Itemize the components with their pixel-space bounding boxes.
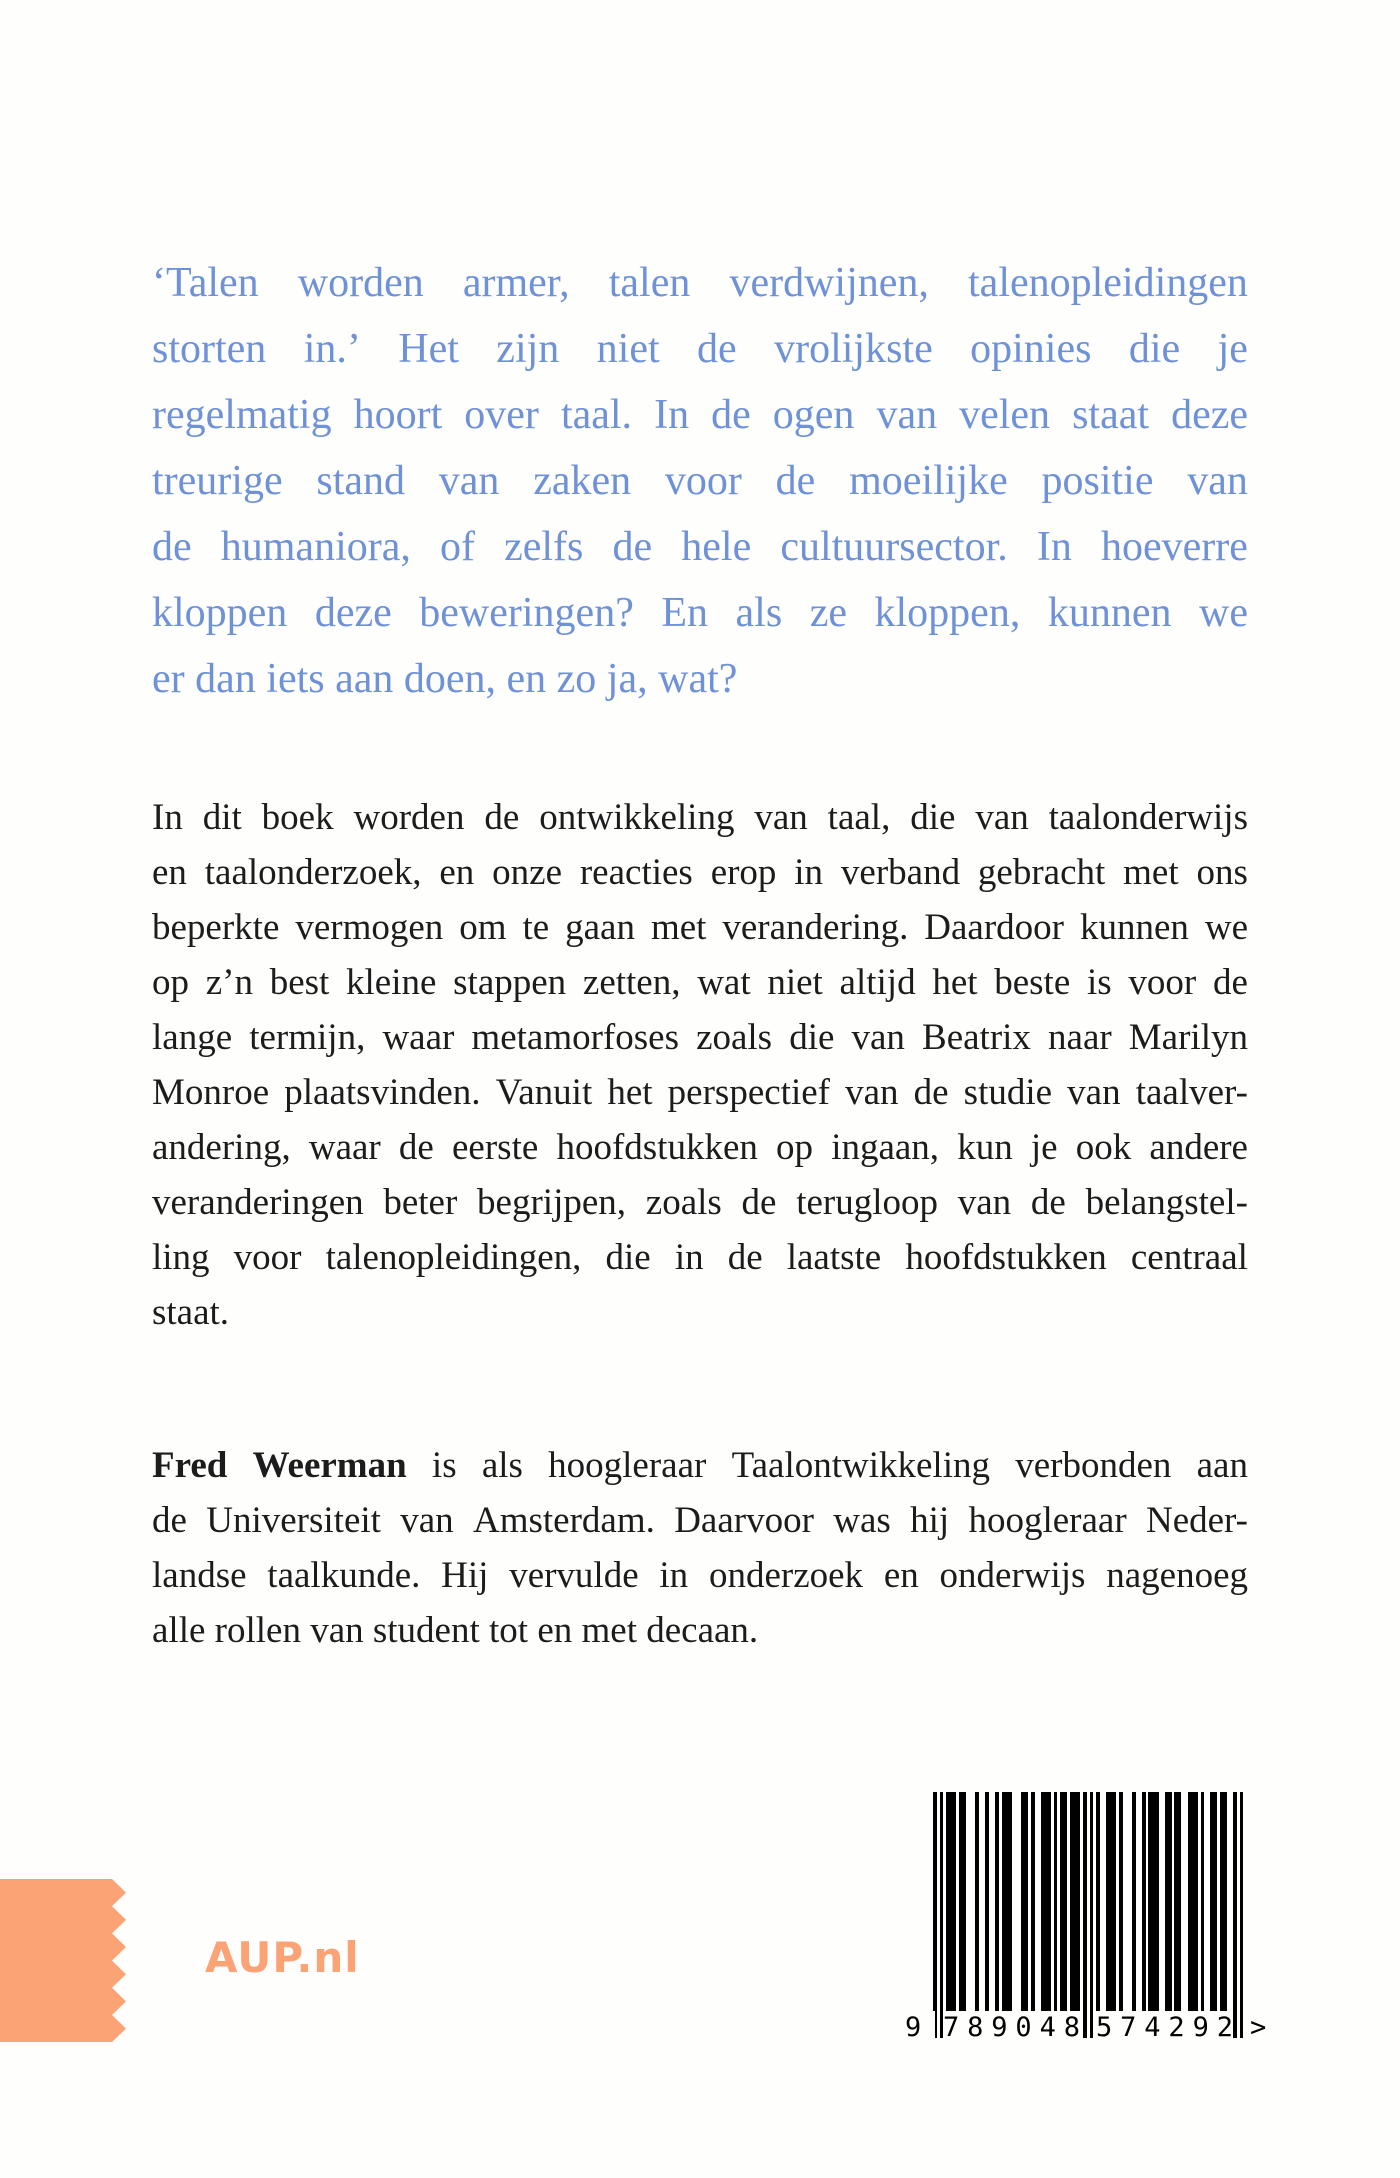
text-line: kloppen deze beweringen? En als ze kloppen, kunnen we <box>152 590 1248 636</box>
text-line: ling voor talenopleidingen, die in de laatste hoofdstukken centraal <box>152 1237 1248 1278</box>
orange-zigzag-ribbon <box>0 1879 126 2042</box>
text-line: de humaniora, of zelfs de hele cultuursector. In hoeverre <box>152 524 1248 570</box>
text-line: en taalonderzoek, en onze reacties erop in verband gebracht met ons <box>152 852 1248 893</box>
barcode-digits-group1: 7 8 9 0 4 8 <box>943 2012 1080 2043</box>
text-line: de Universiteit van Amsterdam. Daarvoor was hij hoogleraar Neder- <box>152 1500 1248 1541</box>
barcode-trailer-arrow: > <box>1250 2011 1273 2044</box>
text-line: lange termijn, waar metamorfoses zoals die van Beatrix naar Marilyn <box>152 1017 1248 1058</box>
text-line: treurige stand van zaken voor de moeilijke positie van <box>152 458 1248 504</box>
text-line: regelmatig hoort over taal. In de ogen van velen staat deze <box>152 392 1248 438</box>
text-line: veranderingen beter begrijpen, zoals de terugloop van de belangstel- <box>152 1182 1248 1223</box>
barcode-bars <box>933 1792 1243 2038</box>
description-paragraph <box>152 790 1248 1340</box>
barcode-lead-digit: 9 <box>905 2011 935 2044</box>
text-line: alle rollen van student tot en met decaan. <box>152 1610 759 1651</box>
text-line: beperkte vermogen om te gaan met verandering. Daardoor kunnen we <box>152 907 1248 948</box>
text-line: andering, waar de eerste hoofdstukken op ingaan, kun je ook andere <box>152 1127 1248 1168</box>
quote-paragraph <box>152 250 1248 712</box>
publisher-logo-text: AUP.nl <box>205 1933 360 1982</box>
text-line: er dan iets aan doen, en zo ja, wat? <box>152 656 738 702</box>
text-line: op z’n best kleine stappen zetten, wat niet altijd het beste is voor de <box>152 962 1248 1003</box>
text-line: Monroe plaatsvinden. Vanuit het perspectief van de studie van taalver- <box>152 1072 1248 1113</box>
text-line: storten in.’ Het zijn niet de vrolijkste opinies die je <box>152 326 1248 372</box>
text-line: landse taalkunde. Hij vervulde in onderzoek en onderwijs nagenoeg <box>152 1555 1248 1596</box>
text-line: Fred Weerman is als hoogleraar Taalontwikkeling verbonden aan <box>152 1445 1248 1486</box>
author-bio-paragraph <box>152 1438 1248 1658</box>
ean-barcode <box>905 1792 1273 2046</box>
barcode-digits-group2: 5 7 4 2 9 2 <box>1096 2012 1233 2043</box>
text-line: In dit boek worden de ontwikkeling van taal, die van taalonderwijs <box>152 797 1248 838</box>
text-line: ‘Talen worden armer, talen verdwijnen, talenopleidingen <box>152 260 1248 306</box>
text-line: staat. <box>152 1292 230 1333</box>
